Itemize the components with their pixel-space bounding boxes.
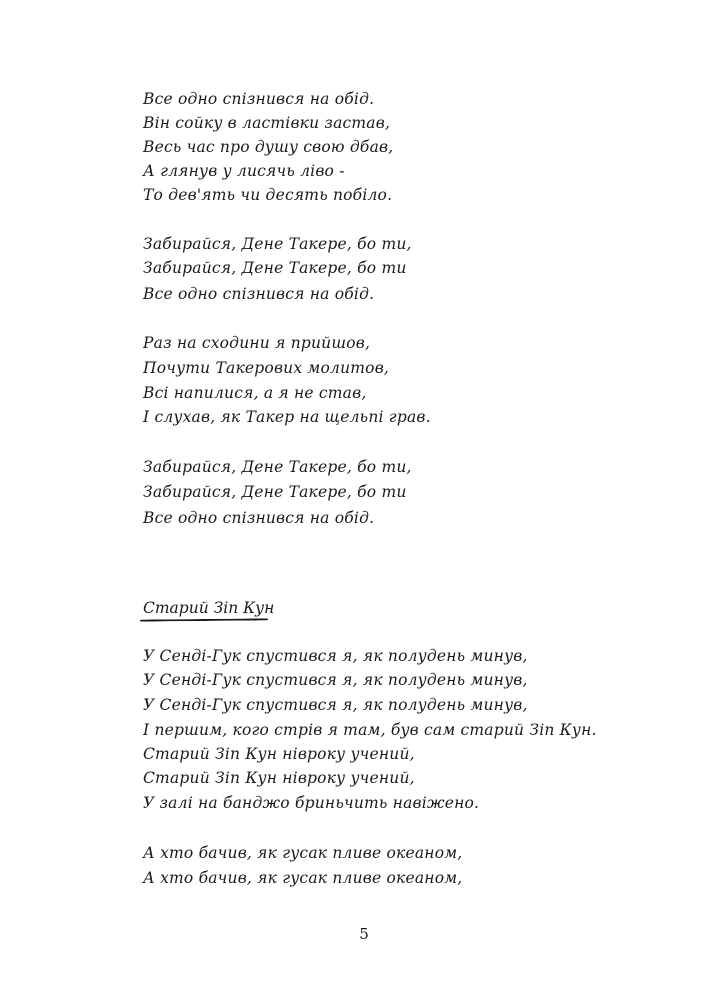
section-title: Старий Зіп Кун (143, 599, 275, 617)
verse-line: Все одно спізнився на обід. (143, 90, 375, 108)
verse-line: У Сенді-Гук спустився я, як полудень минув, (143, 671, 528, 689)
verse-line: Всі напилися, а я не став, (143, 384, 367, 402)
verse-line: Старий Зіп Кун нівроку учений, (143, 769, 415, 787)
verse-line: У Сенді-Гук спустився я, як полудень минув, (143, 696, 528, 714)
page-number: 5 (359, 925, 369, 943)
verse-line: Все одно спізнився на обід. (143, 509, 375, 527)
verse-line: Забирайся, Дене Такере, бо ти (143, 259, 407, 277)
verse-line: Забирайся, Дене Такере, бо ти, (143, 458, 412, 476)
verse-line: Почути Такерових молитов, (143, 359, 390, 377)
verse-line: І слухав, як Такер на щельпі грав. (143, 408, 431, 426)
verse-line: То дев'ять чи десять побіло. (143, 186, 393, 204)
verse-line: Старий Зіп Кун нівроку учений, (143, 745, 415, 763)
verse-line: А глянув у лисячь ліво - (143, 162, 345, 180)
verse-line: У Сенді-Гук спустився я, як полудень минув, (143, 647, 528, 665)
verse-line: Забирайся, Дене Такере, бо ти, (143, 235, 412, 253)
verse-line: Раз на сходини я прийшов, (143, 334, 371, 352)
verse-line: І першим, кого стрів я там, був сам старий Зіп Кун. (143, 721, 597, 739)
verse-line: А хто бачив, як гусак пливе океаном, (143, 844, 463, 862)
verse-line: У залі на банджо бриньчить навіжено. (143, 794, 480, 812)
verse-line: А хто бачив, як гусак пливе океаном, (143, 869, 463, 887)
verse-line: Весь час про душу свою дбав, (143, 138, 394, 156)
title-underline (140, 618, 268, 621)
verse-line: Забирайся, Дене Такере, бо ти (143, 483, 407, 501)
verse-line: Він сойку в ластівки застав, (143, 114, 391, 132)
verse-line: Все одно спізнився на обід. (143, 285, 375, 303)
